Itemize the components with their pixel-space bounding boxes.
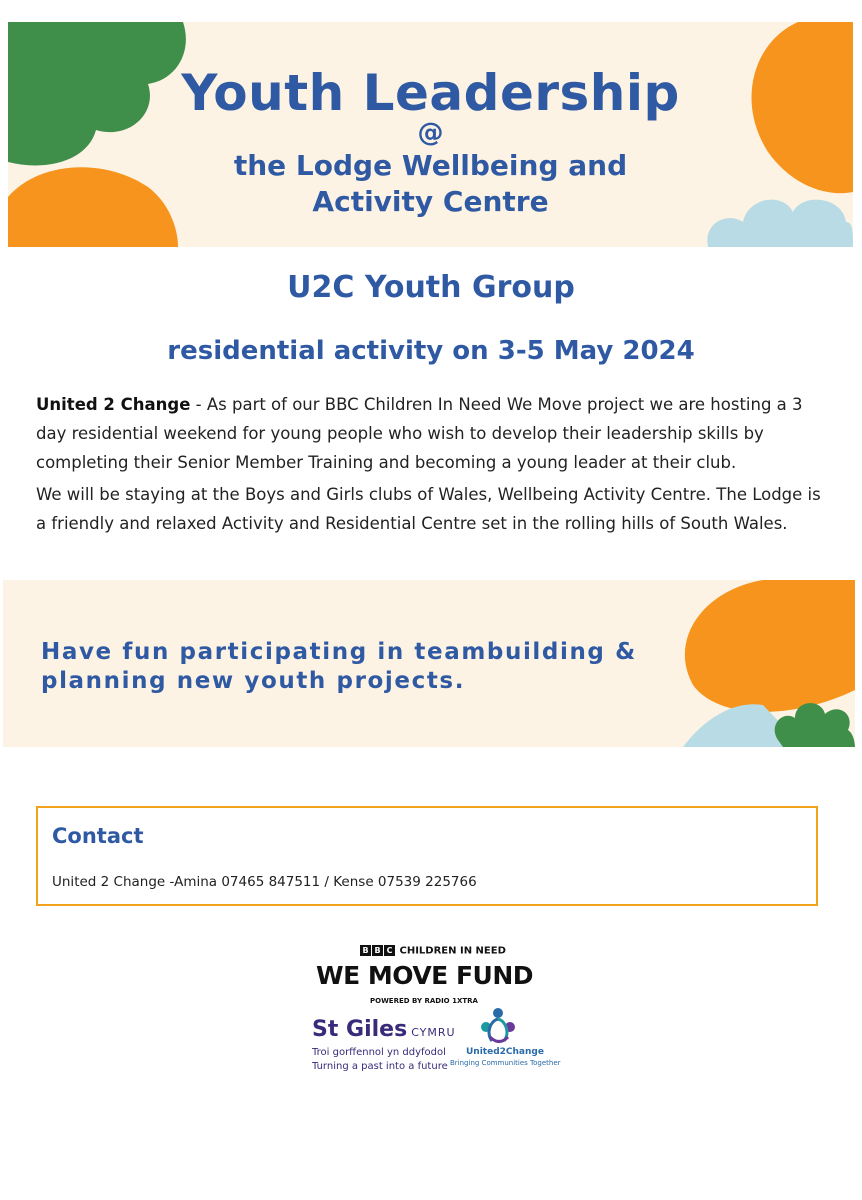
st-giles-cymru: CYMRU: [411, 1026, 456, 1039]
banner-at: @: [417, 118, 444, 148]
header-banner: [8, 22, 853, 247]
banner-venue: the Lodge Wellbeing and Activity Centre: [233, 149, 628, 218]
united2change-icon: [476, 1003, 520, 1047]
intro-org: United 2 Change: [36, 395, 191, 414]
highlight-band: [3, 580, 855, 747]
bbc-children-in-need-logo: [360, 945, 506, 957]
venue-paragraph: We will be staying at the Boys and Girls clubs of Wales, Wellbeing Activity Centre. The Lodge is a friendly and relaxed Activity and Residential Centre set in the rolling hills of South Wales.: [36, 485, 821, 533]
banner-title: Youth Leadership: [181, 64, 680, 122]
bbc-line: CHILDREN IN NEED: [399, 945, 506, 957]
bbc-letter: B: [372, 945, 383, 956]
group-heading: U2C Youth Group: [287, 270, 575, 305]
intro-text: - As part of our BBC Children In Need We Move project we are hosting a 3 day residential weekend for young people who wish to develop their leadership skills by completing their Senior Member Training and becoming a young leader at their club.: [36, 395, 803, 472]
intro-paragraph: [36, 390, 836, 477]
contact-details: United 2 Change -Amina 07465 847511 / Kense 07539 225766: [52, 874, 477, 890]
united2change-name: United2Change: [466, 1047, 544, 1057]
united2change-tagline: Bringing Communities Together: [450, 1059, 561, 1067]
sponsor-logos: [290, 945, 580, 1075]
st-giles-logo: [312, 1017, 456, 1042]
st-giles-tagline-english: Turning a past into a future: [312, 1061, 448, 1072]
band-text: Have fun participating in teambuilding & planning new youth projects.: [41, 639, 637, 694]
contact-box: [36, 806, 818, 906]
bbc-letter: C: [384, 945, 395, 956]
dates-heading: residential activity on 3-5 May 2024: [167, 336, 695, 366]
contact-heading: Contact: [52, 824, 144, 848]
powered-by: POWERED BY RADIO 1XTRA: [370, 997, 478, 1005]
orange-blob-band: [685, 580, 855, 712]
we-move-fund-logo: WE MOVE FUND: [316, 961, 533, 990]
bbc-letter: B: [360, 945, 371, 956]
st-giles-tagline-welsh: Troi gorffennol yn ddyfodol: [312, 1047, 446, 1058]
st-giles-name: St Giles: [312, 1017, 408, 1042]
